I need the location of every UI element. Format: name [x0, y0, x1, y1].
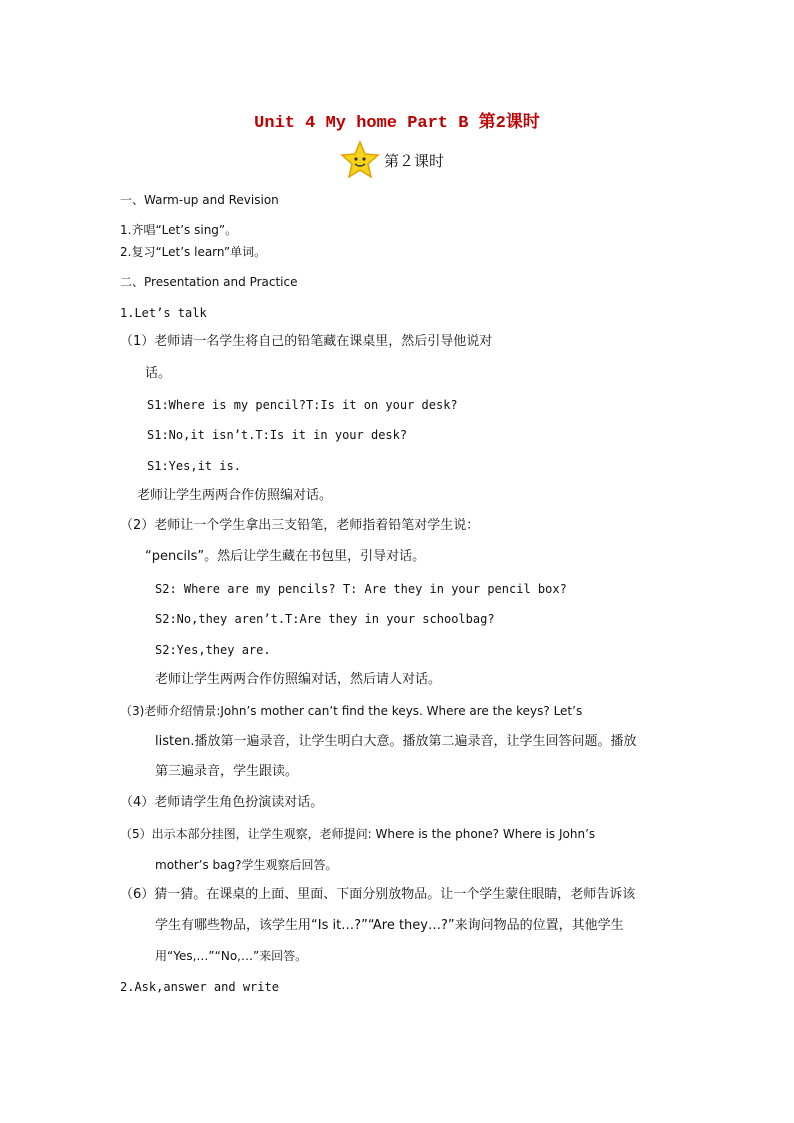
- step-line: “pencils”。然后让学生藏在书包里，引导对话。: [145, 549, 426, 564]
- step-line: 老师让学生两两合作仿照编对话。: [137, 488, 333, 503]
- lesson-heading: [340, 140, 444, 180]
- dialogue-line: S1:No,it isn’t.T:Is it in your desk?: [147, 428, 408, 442]
- dialogue-line: S1:Yes,it is.: [147, 459, 241, 473]
- document-title: Unit 4 My home Part B 第2课时: [254, 114, 540, 133]
- step-line: （4）老师请学生角色扮演读对话。: [120, 795, 324, 810]
- step-line: mother’s bag?学生观察后回答。: [155, 858, 338, 872]
- dialogue-line: S2:Yes,they are.: [155, 643, 271, 657]
- step-line: 用“Yes,…”“No,…”来回答。: [155, 949, 308, 963]
- dialogue-line: S2:No,they aren’t.T:Are they in your schoolbag?: [155, 612, 495, 626]
- section-heading-warmup: 一、Warm-up and Revision: [120, 193, 279, 207]
- section-heading-presentation: 二、Presentation and Practice: [120, 275, 298, 289]
- subsection-heading: 2.Ask,answer and write: [120, 980, 279, 994]
- step-line: （1）老师请一名学生将自己的铅笔藏在课桌里，然后引导他说对: [120, 334, 493, 349]
- star-icon: [340, 140, 380, 180]
- step-line: 2.复习“Let’s learn”单词。: [120, 245, 267, 259]
- subsection-heading: 1.Let’s talk: [120, 306, 207, 320]
- step-line: 学生有哪些物品，该学生用“Is it…?”“Are they…?”来询问物品的位置，其他学生: [155, 918, 624, 933]
- dialogue-line: S2: Where are my pencils? T: Are they in your pencil box?: [155, 582, 567, 596]
- step-line: （6）猜一猜。在课桌的上面、里面、下面分别放物品。让一个学生蒙住眼睛，老师告诉该: [120, 887, 636, 902]
- step-line: （5）出示本部分挂图，让学生观察，老师提问: Where is the phone? Where is John’s: [120, 827, 596, 841]
- step-line: 1.齐唱“Let’s sing”。: [120, 223, 238, 237]
- dialogue-line: S1:Where is my pencil?T:Is it on your desk?: [147, 398, 458, 412]
- step-line: listen.播放第一遍录音，让学生明白大意。播放第二遍录音，让学生回答问题。播放: [155, 734, 637, 749]
- lesson-subtitle: 第２课时: [384, 151, 445, 170]
- step-line: 老师让学生两两合作仿照编对话，然后请人对话。: [155, 672, 442, 687]
- step-line: （3)老师介绍情景:John’s mother can’t find the keys. Where are the keys? Let’s: [120, 704, 583, 718]
- step-line: （2）老师让一个学生拿出三支铅笔，老师指着铅笔对学生说：: [120, 518, 480, 533]
- step-line: 话。: [145, 366, 172, 381]
- step-line: 第三遍录音，学生跟读。: [155, 764, 299, 779]
